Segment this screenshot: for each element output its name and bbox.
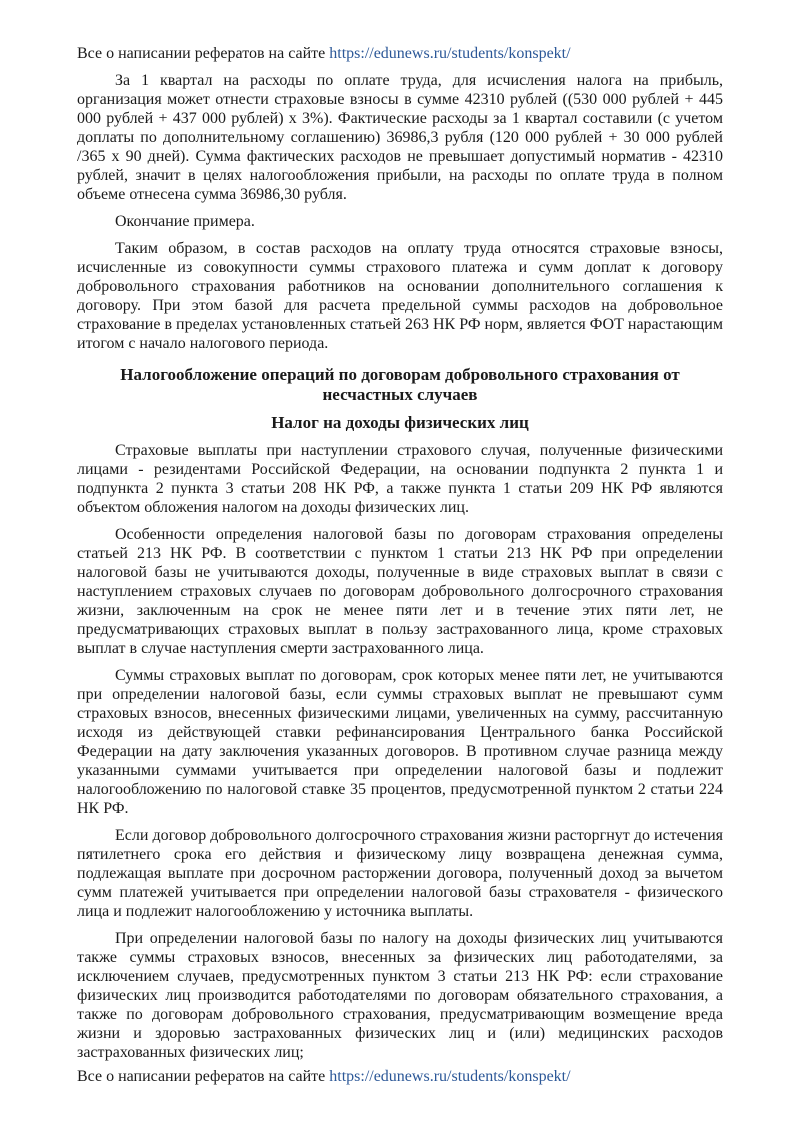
header-text: Все о написании рефератов на сайте xyxy=(77,45,330,62)
section-heading: Налогообложение операций по договорам добровольного страхования от несчастных случаев xyxy=(120,365,680,404)
footer-link[interactable]: https://edunews.ru/students/konspekt/ xyxy=(329,1068,571,1085)
document-page xyxy=(77,44,723,1070)
footer-text: Все о написании рефератов на сайте xyxy=(77,1068,330,1085)
paragraph-contract-termination: Если договор добровольного долгосрочного страхования жизни расторгнут до истечения пятилетнего срока его действия и физическому лицу возвращена денежная сумма, подлежащая выплате при досрочном расторжении договора, полученный доход за вычетом сумм платежей учитывается при определении налоговой базы страхователя - физического лица и подлежит налогообложению у источника выплаты. xyxy=(77,827,723,920)
paragraph-tax-base-specifics: Особенности определения налоговой базы по договорам страхования определены статьей 213 НК РФ. В соответствии с пунктом 1 статьи 213 НК РФ при определении налоговой базы не учитываются доходы, полученные в виде страховых выплат в связи с наступлением страховых случаев по договорам добровольного долгосрочного страхования жизни, заключенным на срок не менее пяти лет и в течение этих пяти лет, не предусматривающих страховых выплат в пользу застрахованного лица, кроме страховых выплат в случае наступления смерти застрахованного лица. xyxy=(77,526,723,657)
paragraph-example-end: Окончание примера. xyxy=(115,213,255,230)
paragraph-summary: Таким образом, в состав расходов на оплату труда относятся страховые взносы, исчисленные из совокупности суммы страхового платежа и сумм доплат к договору добровольного страхования работников на основании дополнительного соглашения к договору. При этом базой для расчета предельной суммы расходов на добровольное страхование в пределах установленных статьей 263 НК РФ норм, является ФОТ нарастающим итогом с начало налогового периода. xyxy=(77,240,723,352)
paragraph-example-calculation: За 1 квартал на расходы по оплате труда, для исчисления налога на прибыль, организация может отнести страховые взносы в сумме 42310 рублей ((530 000 рублей + 445 000 рублей + 437 000 рублей) х 3%). Фактические расходы за 1 квартал составили (с учетом доплаты по дополнительному соглашению) 36986,3 рубля (120 000 рублей + 30 000 рублей /365 х 90 дней). Сумма фактических расходов не превышает допустимый норматив - 42310 рублей, значит в целях налогообложения прибыли, на расходы по оплате труда в полном объеме отнесена сумма 36986,30 рубля. xyxy=(77,72,723,203)
subsection-heading: Налог на доходы физических лиц xyxy=(271,413,529,432)
page-footer xyxy=(77,1067,723,1086)
page-header xyxy=(77,44,723,63)
paragraph-short-term-contracts: Суммы страховых выплат по договорам, срок которых менее пяти лет, не учитываются при определении налоговой базы, если суммы страховых выплат не превышают сумм страховых взносов, внесенных физическими лицами, увеличенных на сумму, рассчитанную исходя из действующей ставки рефинансирования Центрального банка Российской Федерации на дату заключения указанных договоров. В противном случае разница между указанными суммами учитывается при определении налоговой базы и подлежит налогообложению по налоговой ставке 35 процентов, предусмотренной пунктом 2 статьи 224 НК РФ. xyxy=(77,667,723,817)
paragraph-insurance-payments: Страховые выплаты при наступлении страхового случая, полученные физическими лицами - резидентами Российской Федерации, на основании подпункта 2 пункта 1 и подпункта 2 пункта 3 статьи 208 НК РФ, а также пункта 1 статьи 209 НК РФ являются объектом обложения налогом на доходы физических лиц. xyxy=(77,442,723,516)
header-link[interactable]: https://edunews.ru/students/konspekt/ xyxy=(329,45,571,62)
paragraph-employer-contributions: При определении налоговой базы по налогу на доходы физических лиц учитываются также суммы страховых взносов, внесенных за физических лиц работодателями, за исключением случаев, предусмотренных пунктом 3 статьи 213 НК РФ: если страхование физических лиц производится работодателями по договорам обязательного страхования, а также по договорам добровольного страхования, предусматривающим возмещение вреда жизни и здоровью застрахованных физических лиц и (или) медицинских расходов застрахованных физических лиц; xyxy=(77,930,723,1061)
